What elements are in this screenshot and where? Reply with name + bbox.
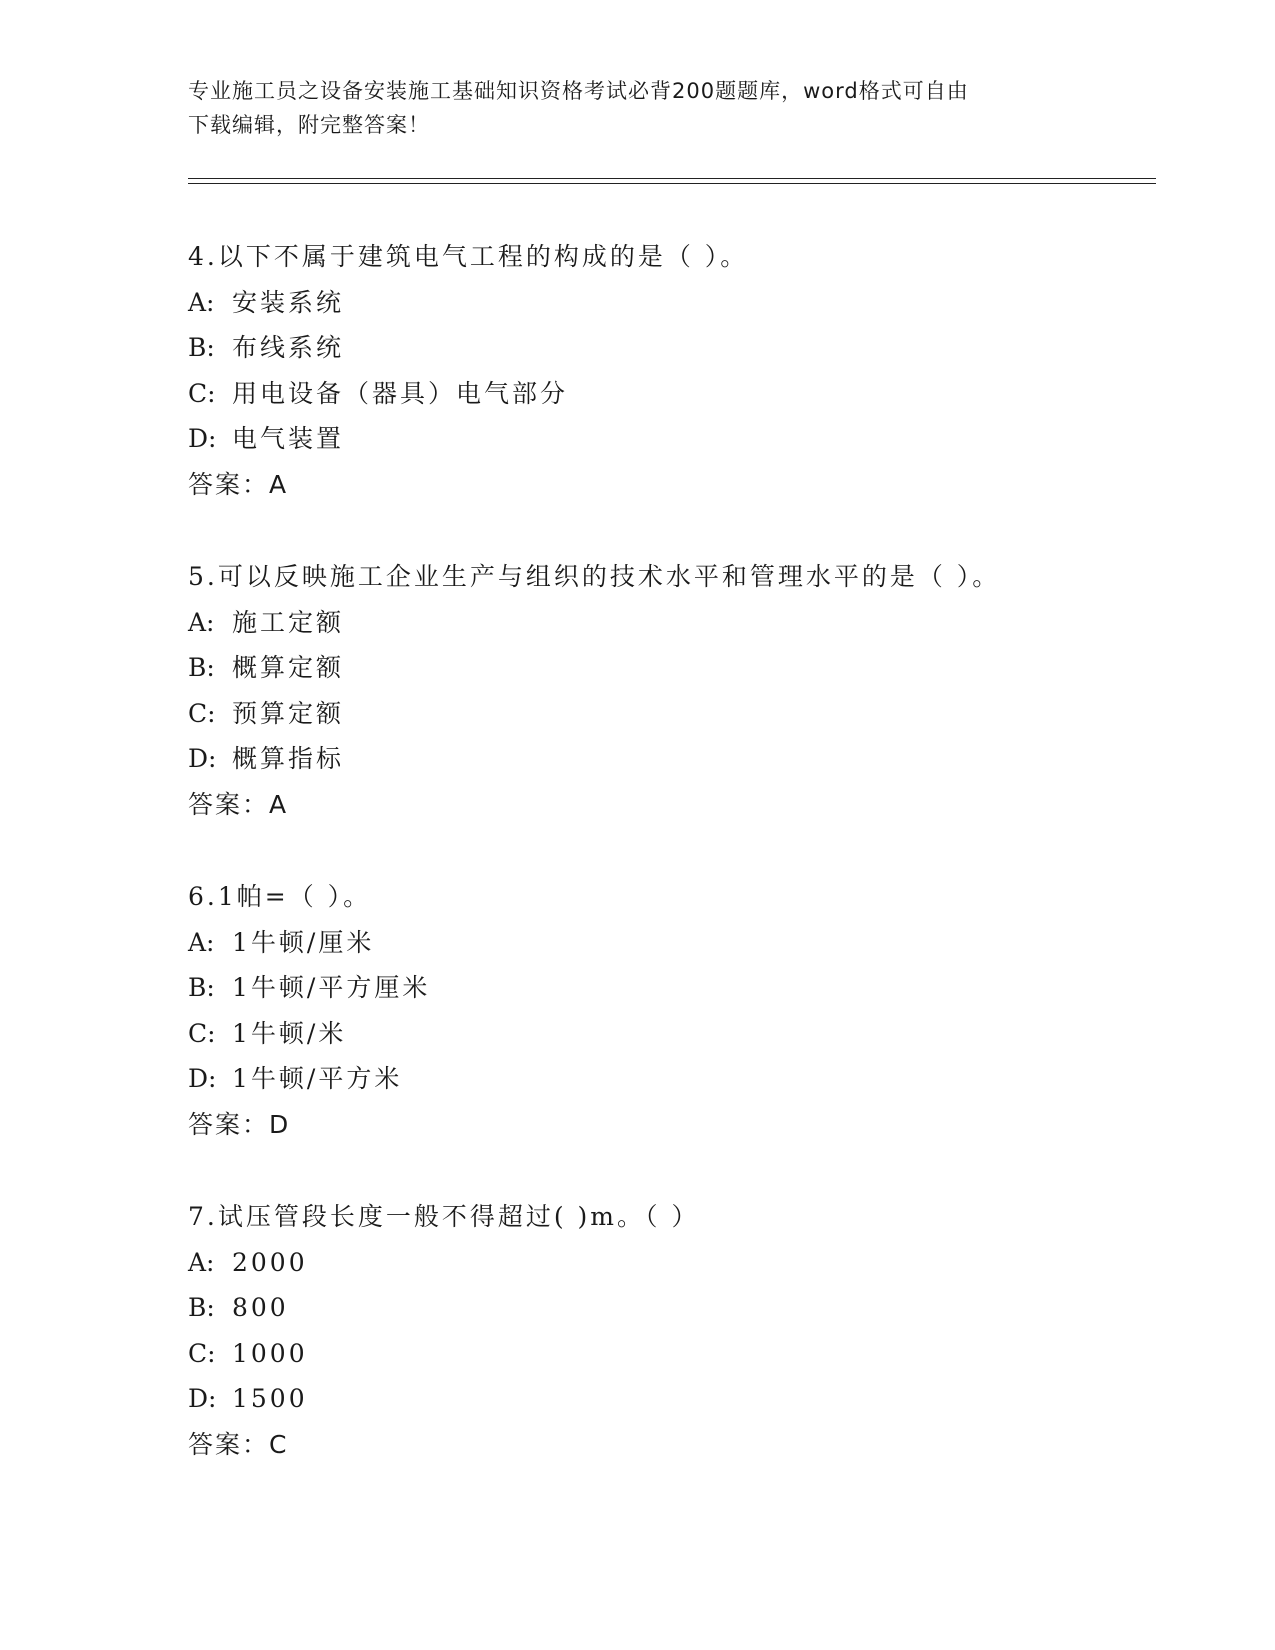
- option-text: 1牛顿/厘米: [232, 927, 375, 957]
- option-d: [188, 416, 1168, 462]
- question-stem: 4.以下不属于建筑电气工程的构成的是（ ）。: [188, 242, 749, 271]
- option-text: 1牛顿/平方厘米: [232, 973, 431, 1002]
- option-text: 1500: [232, 1384, 308, 1413]
- header-divider-bottom: [188, 183, 1156, 184]
- option-text: 用电设备（器具）电气部分: [232, 378, 569, 408]
- option-c: [188, 1331, 1168, 1377]
- header-divider-top: [188, 178, 1156, 179]
- option-label: C:: [188, 1018, 216, 1048]
- option-label: C:: [188, 698, 216, 728]
- option-label: B:: [188, 1293, 215, 1322]
- question-block: [188, 874, 1168, 1147]
- answer-line: 答案：D: [188, 1109, 291, 1139]
- option-c: [188, 691, 1168, 737]
- option-b: [188, 325, 1168, 371]
- option-text: 1牛顿/米: [232, 1018, 347, 1048]
- option-label: A:: [188, 927, 215, 957]
- option-a: [188, 280, 1168, 326]
- option-label: A:: [188, 287, 215, 317]
- header-line-2: 下载编辑，附完整答案！: [188, 113, 430, 137]
- option-b: [188, 645, 1168, 691]
- option-label: B:: [188, 653, 215, 682]
- answer-line: 答案：A: [188, 469, 289, 499]
- question-block: [188, 554, 1168, 827]
- question-stem: 6.1帕=（ ）。: [188, 882, 372, 911]
- option-label: D:: [188, 1384, 217, 1413]
- option-c: [188, 1011, 1168, 1057]
- option-label: A:: [188, 607, 215, 637]
- option-text: 800: [232, 1293, 289, 1322]
- option-label: D:: [188, 744, 217, 773]
- question-stem: 7.试压管段长度一般不得超过( )m。（ ）: [188, 1202, 700, 1231]
- option-text: 概算指标: [232, 744, 345, 773]
- header-line-1: 专业施工员之设备安装施工基础知识资格考试必背200题题库，word格式可自由: [188, 79, 969, 103]
- option-b: [188, 1285, 1168, 1331]
- option-d: [188, 1056, 1168, 1102]
- option-label: B:: [188, 333, 215, 362]
- option-d: [188, 1376, 1168, 1422]
- option-text: 施工定额: [232, 607, 345, 637]
- option-label: A:: [188, 1247, 215, 1277]
- option-label: B:: [188, 973, 215, 1002]
- option-text: 1牛顿/平方米: [232, 1064, 403, 1093]
- option-a: [188, 1240, 1168, 1286]
- answer-line: 答案：A: [188, 789, 289, 819]
- option-text: 1000: [232, 1338, 308, 1368]
- option-label: C:: [188, 378, 216, 408]
- option-b: [188, 965, 1168, 1011]
- option-label: C:: [188, 1338, 216, 1368]
- option-text: 预算定额: [232, 698, 345, 728]
- option-text: 2000: [232, 1247, 308, 1277]
- document-header: [188, 74, 1088, 142]
- option-text: 布线系统: [232, 333, 345, 362]
- option-label: D:: [188, 424, 217, 453]
- option-a: [188, 600, 1168, 646]
- option-c: [188, 371, 1168, 417]
- option-label: D:: [188, 1064, 217, 1093]
- option-d: [188, 736, 1168, 782]
- option-a: [188, 920, 1168, 966]
- question-stem: 5.可以反映施工企业生产与组织的技术水平和管理水平的是（ ）。: [188, 562, 1001, 591]
- option-text: 概算定额: [232, 653, 345, 682]
- option-text: 电气装置: [232, 424, 345, 453]
- option-text: 安装系统: [232, 287, 345, 317]
- question-block: [188, 234, 1168, 507]
- answer-line: 答案：C: [188, 1429, 289, 1459]
- question-block: [188, 1194, 1168, 1467]
